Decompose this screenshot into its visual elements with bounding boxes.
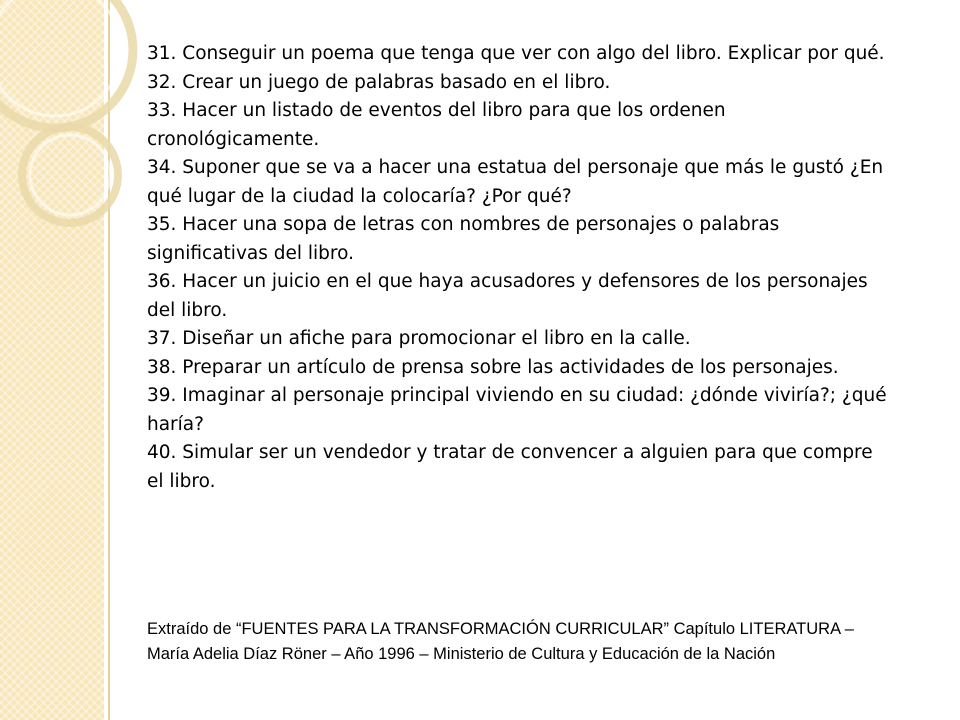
activity-item: 32. Crear un juego de palabras basado en el libro.	[147, 71, 611, 93]
activity-item: 39. Imaginar al personaje principal viviendo en su ciudad: ¿dónde viviría?; ¿qué haría?	[147, 385, 887, 435]
activity-item: 38. Preparar un artículo de prensa sobre las actividades de los personajes.	[147, 356, 839, 378]
activity-item: 37. Diseñar un afiche para promocionar el libro en la calle.	[147, 328, 691, 349]
side-band-edge-line	[108, 0, 110, 720]
activity-item: 33. Hacer un listado de eventos del libro para que los ordenen cronológicamente.	[147, 100, 726, 150]
decorative-side-band	[0, 0, 104, 720]
source-text: Extraído de “FUENTES PARA LA TRANSFORMACIÓN CURRICULAR” Capítulo LITERATURA – María Adelia Díaz Röner – Año 1996 – Ministerio de Cultura y Educación de la Nación	[147, 620, 854, 663]
activity-item: 34. Suponer que se va a hacer una estatua del personaje que más le gustó ¿En qué lugar de la ciudad la colocaría? ¿Por qué?	[147, 157, 884, 207]
activity-list	[147, 40, 887, 496]
activity-item: 35. Hacer una sopa de letras con nombres de personajes o palabras significativas del libro.	[147, 214, 780, 264]
activity-item: 31. Conseguir un poema que tenga que ver con algo del libro. Explicar por qué.	[147, 43, 885, 64]
activity-item: 36. Hacer un juicio en el que haya acusadores y defensores de los personajes del libro.	[147, 271, 868, 321]
activity-item: 40. Simular ser un vendedor y tratar de convencer a alguien para que compre el libro.	[147, 442, 873, 492]
source-citation	[147, 617, 887, 666]
